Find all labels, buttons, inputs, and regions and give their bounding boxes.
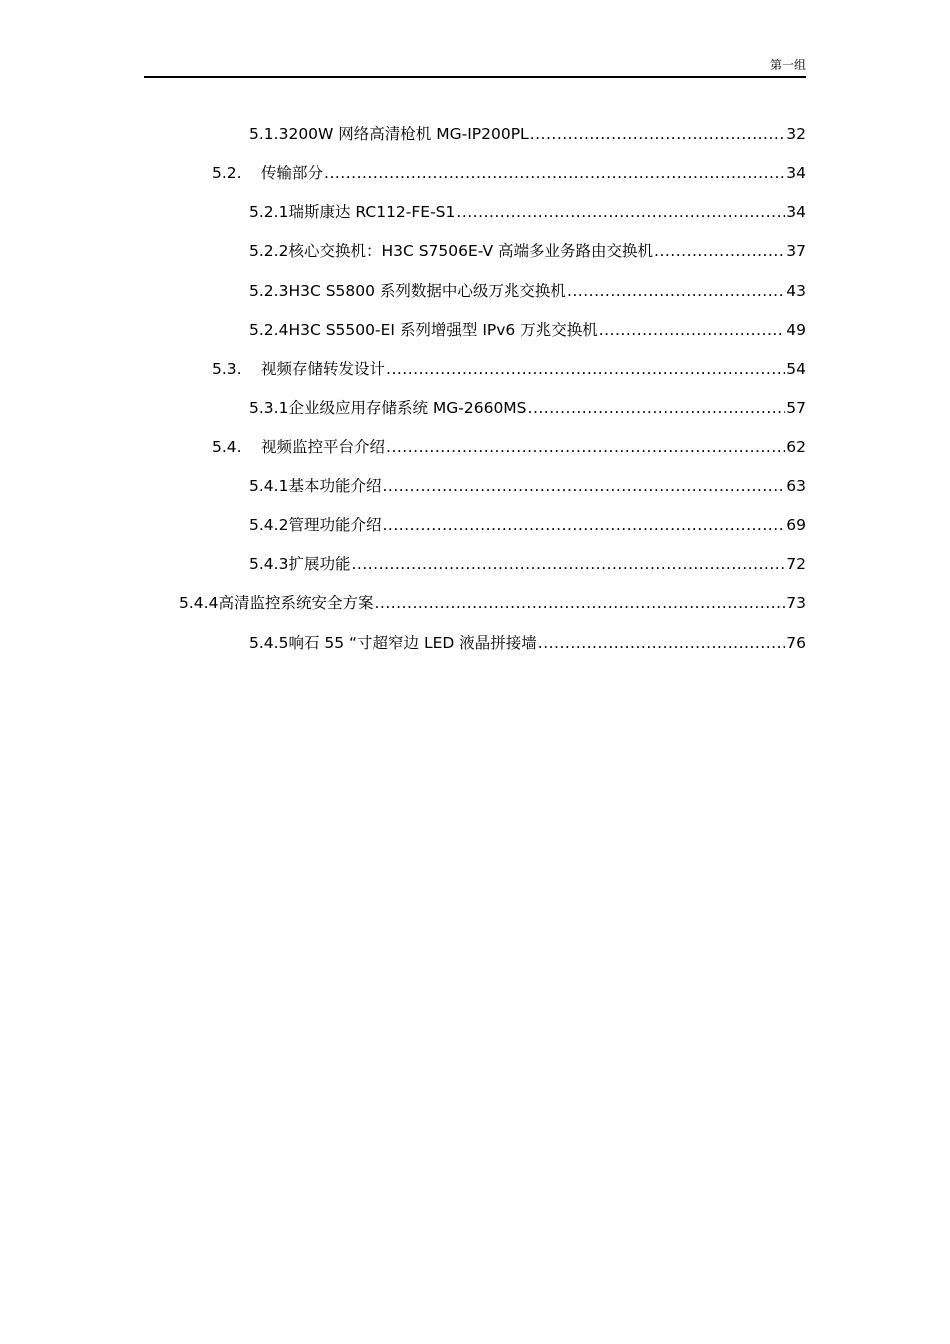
toc-entry-title: 200W 网络高清枪机 MG-IP200PL xyxy=(288,125,529,143)
toc-entry-page: 69 xyxy=(786,516,806,534)
toc-entry-page: 37 xyxy=(786,242,806,260)
toc-entry-title: 高清监控系统安全方案 xyxy=(218,594,374,612)
toc-entry-number: 5.4.1 xyxy=(249,477,289,495)
toc-entry-title: 核心交换机：H3C S7506E-V 高端多业务路由交换机 xyxy=(288,242,654,260)
toc-entry-title: 扩展功能 xyxy=(288,555,351,573)
toc-entry-title: 响石 55 “寸超窄边 LED 液晶拼接墙 xyxy=(288,634,537,652)
toc-entry-title: 企业级应用存储系统 MG-2660MS xyxy=(288,399,527,417)
toc-entry-title: 管理功能介绍 xyxy=(288,516,382,534)
toc-entry-number: 5.4.3 xyxy=(249,555,289,573)
toc-entry-5-4-4[interactable] xyxy=(179,592,806,614)
toc-entry-number: 5.3. xyxy=(212,360,242,378)
toc-entry-page: 57 xyxy=(786,399,806,417)
toc-entry-5-3-1[interactable] xyxy=(249,397,806,419)
toc-entry-number: 5.2.2 xyxy=(249,242,289,260)
toc-dot-leader xyxy=(456,201,785,223)
toc-entry-5-2[interactable] xyxy=(212,162,806,184)
toc-entry-5-4-2[interactable] xyxy=(249,514,806,536)
header-group-label: 第一组 xyxy=(769,58,806,72)
toc-entry-page: 34 xyxy=(786,203,806,221)
toc-entry-5-3[interactable] xyxy=(212,358,806,380)
toc-dot-leader xyxy=(324,162,785,184)
toc-entry-page: 34 xyxy=(786,164,806,182)
toc-entry-number: 5.3.1 xyxy=(249,399,289,417)
toc-entry-5-4-5[interactable] xyxy=(249,632,806,654)
toc-dot-leader xyxy=(530,123,786,145)
toc-entry-page: 63 xyxy=(786,477,806,495)
toc-dot-leader xyxy=(654,240,785,262)
toc-entry-number: 5.4.4 xyxy=(179,594,219,612)
toc-dot-leader xyxy=(382,514,785,536)
toc-entry-page: 73 xyxy=(786,594,806,612)
toc-entry-5-4-3[interactable] xyxy=(249,553,806,575)
toc-entry-title: H3C S5500-EI 系列增强型 IPv6 万兆交换机 xyxy=(288,321,598,339)
toc-entry-5-2-2[interactable] xyxy=(249,240,806,262)
toc-entry-number: 5.4. xyxy=(212,438,242,456)
toc-dot-leader xyxy=(374,592,785,614)
toc-entry-5-2-1[interactable] xyxy=(249,201,806,223)
toc-entry-number: 5.2.1 xyxy=(249,203,289,221)
toc-entry-number: 5.2.3 xyxy=(249,282,289,300)
toc-entry-number: 5.2. xyxy=(212,164,242,182)
toc-dot-leader xyxy=(567,280,785,302)
toc-entry-number: 5.1.3 xyxy=(249,125,289,143)
toc-entry-page: 32 xyxy=(786,125,806,143)
toc-entry-page: 49 xyxy=(786,321,806,339)
toc-entry-page: 76 xyxy=(786,634,806,652)
toc-dot-leader xyxy=(538,632,785,654)
toc-entry-page: 43 xyxy=(786,282,806,300)
toc-entry-title: 传输部分 xyxy=(261,164,324,182)
toc-entry-title: 基本功能介绍 xyxy=(288,477,382,495)
toc-entry-number: 5.4.2 xyxy=(249,516,289,534)
toc-entry-number: 5.4.5 xyxy=(249,634,289,652)
toc-entry-5-2-4[interactable] xyxy=(249,319,806,341)
toc-entry-page: 62 xyxy=(786,438,806,456)
toc-dot-leader xyxy=(528,397,786,419)
toc-dot-leader xyxy=(351,553,785,575)
toc-dot-leader xyxy=(599,319,786,341)
toc-dot-leader xyxy=(382,475,785,497)
toc-entry-5-4-1[interactable] xyxy=(249,475,806,497)
page-header xyxy=(144,55,806,78)
toc-entry-5-4[interactable] xyxy=(212,436,806,458)
toc-entry-page: 72 xyxy=(786,555,806,573)
toc-entry-page: 54 xyxy=(786,360,806,378)
toc-dot-leader xyxy=(386,436,785,458)
toc-entry-number: 5.2.4 xyxy=(249,321,289,339)
toc-entry-title: 视频存储转发设计 xyxy=(261,360,386,378)
toc-entry-title: 视频监控平台介绍 xyxy=(261,438,386,456)
toc-entry-5-1-3[interactable] xyxy=(249,123,806,145)
toc-entry-title: 瑞斯康达 RC112-FE-S1 xyxy=(288,203,456,221)
toc-entry-5-2-3[interactable] xyxy=(249,280,806,302)
toc-dot-leader xyxy=(386,358,785,380)
toc-entry-title: H3C S5800 系列数据中心级万兆交换机 xyxy=(288,282,566,300)
